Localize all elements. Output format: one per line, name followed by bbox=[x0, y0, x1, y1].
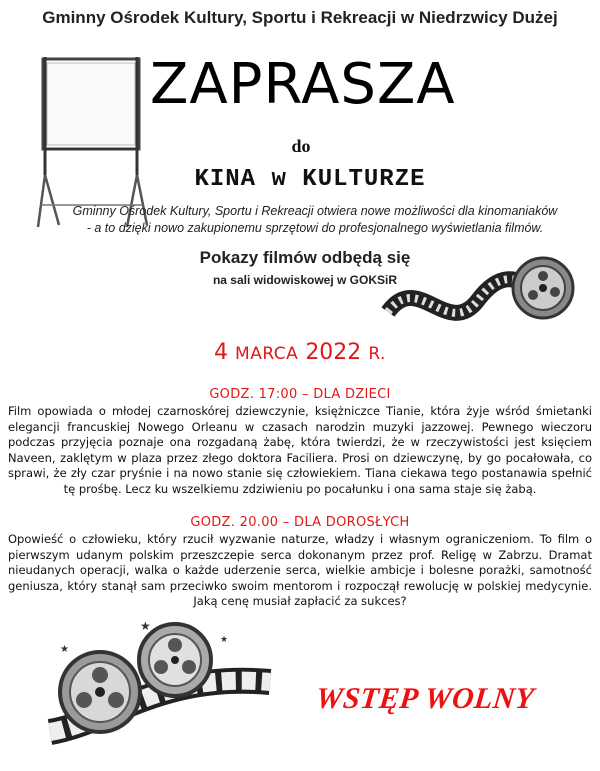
session-2-title: GODZ. 20.00 – DLA DOROSŁYCH bbox=[190, 515, 410, 530]
session-2-description: Opowieść o człowieku, który rzucił wyzwanie naturze, władzy i własnym ograniczeniom. To film o pierwszym udanym polskim przeszczepie serca dokonanym przez prof. Religę w Zabrzu. Dramat nieudanych operacji, walka o każde uderzenie serca, wielkie ambicje i bolesne porażki, samotność geniusza, który stanął sam przeciwko swoim mentorom i rozpoczął rewolucję w polskiej medycynie. Jaką cenę musiał zapłacić za sukces? bbox=[8, 532, 592, 609]
free-admission-label: WSTĘP WOLNY bbox=[314, 682, 536, 715]
date-month: MARCA bbox=[235, 344, 299, 364]
headline: ZAPRASZA bbox=[150, 52, 456, 117]
svg-text:★: ★ bbox=[220, 634, 229, 644]
date-day: 4 bbox=[214, 340, 229, 365]
date-suffix: R. bbox=[368, 344, 386, 364]
event-date bbox=[200, 340, 400, 365]
organizer-header: Gminny Ośrodek Kultury, Sportu i Rekreacji w Niedrzwicy Dużej bbox=[42, 8, 558, 27]
screenings-heading: Pokazy filmów odbędą się bbox=[199, 248, 411, 267]
film-strip-icon bbox=[40, 612, 280, 762]
film-reel-icon bbox=[378, 250, 578, 350]
intro-line-1: Gminny Ośrodek Kultury, Sportu i Rekreacji otwiera nowe możliwości dla kinomaniaków bbox=[72, 204, 558, 218]
session-1-description: Film opowiada o młodej czarnoskórej dziewczynie, księżniczce Tianie, która żyje wśród śmietanki elegancji francuskiej Nowego Orleanu w czasach narodzin muzyki jazzowej. Pewnego wieczoru podczas przyjęcia poznaje ona rozgadaną żabę, która twierdzi, że w rzeczywistości jest księciem Naveen, zaklętym w plaza przez złego doktora Faciliera. Prosi on dziewczynę, by go pocałowała, co sprawi, że zły czar pryśnie i na nowo stanie się człowiekiem. Tiana ciekawa tego postanawia spełnić tę prośbę. Lecz ku wszelkiemu zdziwieniu po pocałunku i ona sama staje się żabą. bbox=[8, 404, 592, 496]
svg-text:★: ★ bbox=[140, 619, 151, 633]
connector-word: do bbox=[291, 136, 311, 156]
screenings-venue: na sali widowiskowej w GOKSiR bbox=[212, 273, 398, 287]
date-year: 2022 bbox=[305, 340, 362, 365]
intro-text bbox=[55, 203, 575, 237]
svg-text:★: ★ bbox=[60, 644, 69, 655]
event-name: KINA w KULTURZE bbox=[194, 166, 426, 193]
intro-line-2: - a to dzięki nowo zakupionemu sprzętowi do profesjonalnego wyświetlania filmów. bbox=[86, 221, 544, 235]
session-1-title: GODZ. 17:00 – DLA DZIECI bbox=[209, 387, 391, 402]
